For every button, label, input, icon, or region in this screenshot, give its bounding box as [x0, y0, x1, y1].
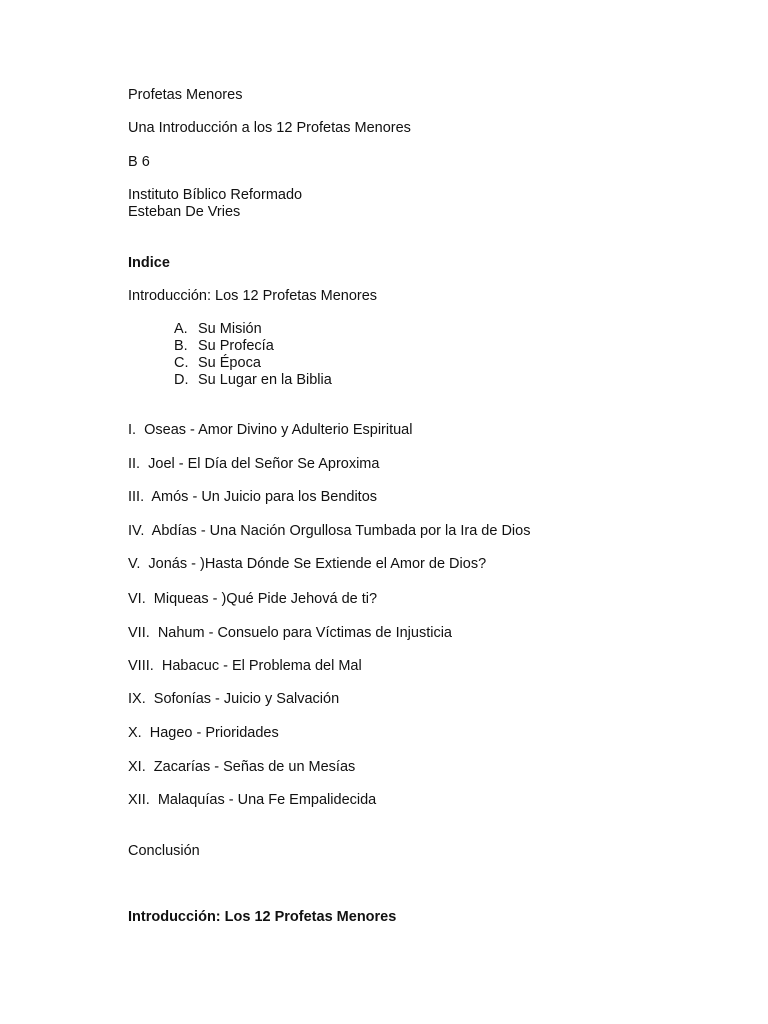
chapter-entry: I. Oseas - Amor Divino y Adulterio Espiritual: [128, 422, 413, 438]
intro-item: [174, 355, 261, 372]
chapter-entry: IX. Sofonías - Juicio y Salvación: [128, 691, 340, 707]
chapter-entry: XII. Malaquías - Una Fe Empalidecida: [128, 792, 377, 808]
chapter-entry: X. Hageo - Prioridades: [128, 725, 279, 741]
chapter-entry: III. Amós - Un Juicio para los Benditos: [128, 489, 378, 505]
intro-item-letter: B.: [174, 338, 188, 354]
intro-item: [174, 372, 332, 389]
chapter-entry: II. Joel - El Día del Señor Se Aproxima: [128, 456, 380, 472]
chapter-entry: VI. Miqueas - )Qué Pide Jehová de ti?: [128, 591, 378, 607]
document-subtitle: Una Introducción a los 12 Profetas Menores: [128, 120, 411, 136]
document-title: Profetas Menores: [128, 87, 243, 103]
index-conclusion: Conclusión: [128, 843, 200, 859]
chapter-entry: V. Jonás - )Hasta Dónde Se Extiende el Amor de Dios?: [128, 556, 487, 572]
author-name: Esteban De Vries: [128, 204, 241, 220]
intro-item: [174, 321, 262, 338]
index-heading: Indice: [128, 255, 170, 271]
intro-item-text: Su Misión: [198, 321, 262, 337]
intro-item-text: Su Época: [198, 355, 261, 371]
intro-item: [174, 338, 274, 355]
intro-item-letter: A.: [174, 321, 188, 337]
chapter-entry: VIII. Habacuc - El Problema del Mal: [128, 658, 362, 674]
intro-item-letter: C.: [174, 355, 189, 371]
section-heading: Introducción: Los 12 Profetas Menores: [128, 909, 397, 925]
institution-name: Instituto Bíblico Reformado: [128, 187, 303, 203]
chapter-entry: VII. Nahum - Consuelo para Víctimas de Injusticia: [128, 625, 452, 641]
course-code: B 6: [128, 154, 150, 170]
index-intro: Introducción: Los 12 Profetas Menores: [128, 288, 378, 304]
intro-item-text: Su Lugar en la Biblia: [198, 372, 332, 388]
intro-item-letter: D.: [174, 372, 189, 388]
intro-item-text: Su Profecía: [198, 338, 274, 354]
chapter-entry: IV. Abdías - Una Nación Orgullosa Tumbada por la Ira de Dios: [128, 523, 531, 539]
chapter-entry: XI. Zacarías - Señas de un Mesías: [128, 759, 356, 775]
